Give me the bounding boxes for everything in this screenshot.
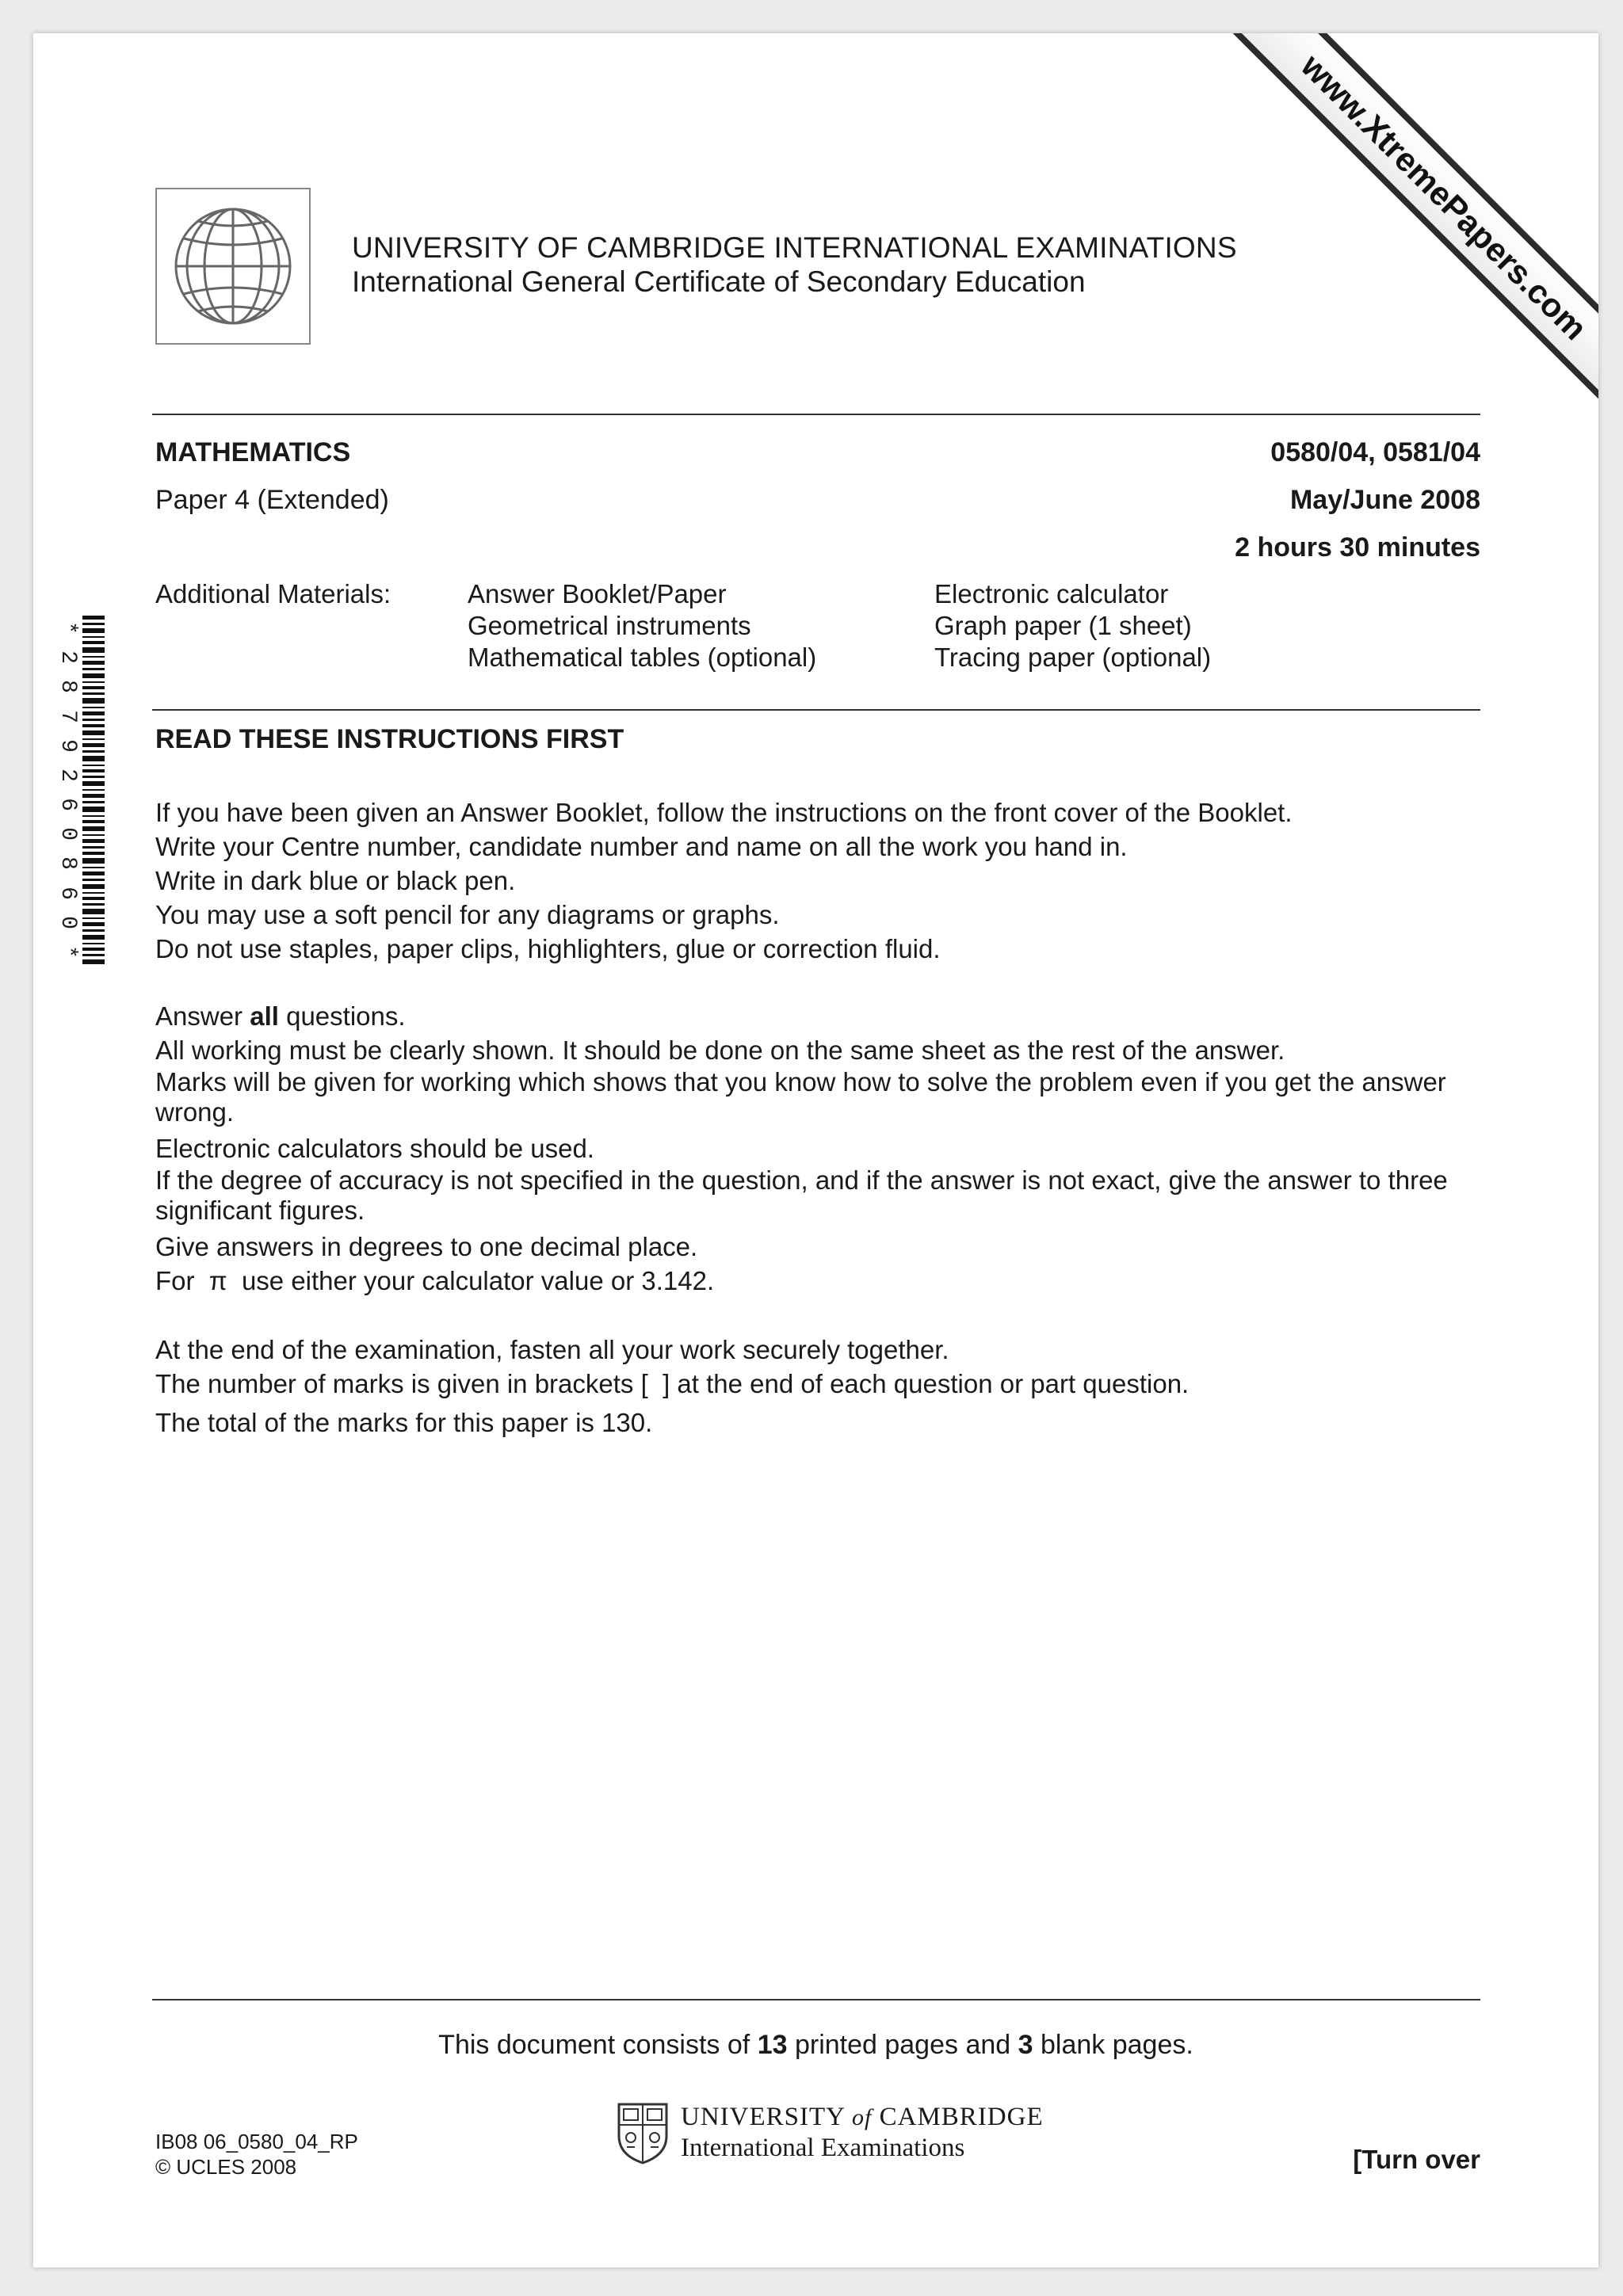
globe-icon [157, 189, 309, 343]
instruction-line: Write your Centre number, candidate number and name on all the work you hand in. [155, 832, 1128, 861]
qualification-name: International General Certificate of Secondary Education [352, 265, 1086, 298]
barcode [49, 616, 105, 964]
exam-duration: 2 hours 30 minutes [1235, 532, 1480, 563]
cambridge-shield-icon [616, 2101, 670, 2164]
document-reference [155, 2129, 358, 2180]
subject: MATHEMATICS [155, 437, 351, 467]
instructions-heading: READ THESE INSTRUCTIONS FIRST [155, 724, 624, 754]
material-item: Graph paper (1 sheet) [934, 611, 1192, 640]
material-item: Geometrical instruments [468, 611, 751, 640]
divider [152, 709, 1480, 711]
logo-line-2: International Examinations [681, 2134, 965, 2162]
instruction-line: At the end of the examination, fasten all your work securely together. [155, 1335, 949, 1364]
divider [152, 414, 1480, 415]
material-item: Answer Booklet/Paper [468, 579, 727, 608]
materials-column-1 [468, 578, 816, 673]
instruction-line: If you have been given an Answer Booklet, follow the instructions on the front cover of the Booklet. [155, 798, 1293, 827]
watermark-text: www.XtremePapers.com [1293, 47, 1594, 348]
instruction-line: Give answers in degrees to one decimal place. [155, 1232, 698, 1261]
instructions-block-3 [155, 1333, 1487, 1440]
divider [152, 1999, 1480, 2000]
instruction-line: Do not use staples, paper clips, highlighters, glue or correction fluid. [155, 934, 941, 963]
instruction-line: Marks will be given for working which shows that you know how to solve the problem even if you get the answer wrong. [155, 1067, 1446, 1127]
instruction-line: The total of the marks for this paper is 130. [155, 1408, 653, 1437]
globe-logo [155, 188, 311, 345]
exam-session: May/June 2008 [1289, 485, 1480, 515]
reference-code: IB08 06_0580_04_RP [155, 2130, 358, 2153]
board-name: UNIVERSITY OF CAMBRIDGE INTERNATIONAL EXAMINATIONS [352, 231, 1237, 264]
page-count-note: This document consists of 13 printed pages and 3 blank pages. [438, 2030, 1193, 2060]
watermark-ribbon [1190, 33, 1598, 451]
instruction-line: If the degree of accuracy is not specified in the question, and if the answer is not exact, give the answer to three significant figures. [155, 1165, 1448, 1225]
instruction-line: The number of marks is given in brackets [ ] at the end of each question or part question. [155, 1369, 1190, 1398]
material-item: Mathematical tables (optional) [468, 643, 817, 672]
cambridge-logo [616, 2101, 1044, 2164]
copyright: © UCLES 2008 [155, 2155, 297, 2179]
logo-line-1: UNIVERSITY of CAMBRIDGE [681, 2103, 1044, 2131]
barcode-digits: * 2 8 7 9 2 6 0 8 6 0 * [55, 621, 80, 959]
instruction-line: Electronic calculators should be used. [155, 1134, 594, 1163]
instruction-line: You may use a soft pencil for any diagrams or graphs. [155, 900, 780, 929]
material-item: Tracing paper (optional) [934, 643, 1212, 672]
instruction-line: Answer all questions. [155, 1001, 406, 1031]
exam-cover-page [33, 33, 1598, 2267]
materials-label: Additional Materials: [155, 579, 391, 608]
instruction-line: For π use either your calculator value or 3.142. [155, 1266, 715, 1295]
instruction-line: Write in dark blue or black pen. [155, 866, 516, 895]
barcode-bars [82, 616, 105, 964]
materials-column-2 [934, 578, 1211, 673]
instructions-block-2 [155, 999, 1487, 1298]
instructions-block-1 [155, 795, 1487, 966]
material-item: Electronic calculator [934, 579, 1169, 608]
turn-over-label: [Turn over [1353, 2145, 1480, 2174]
instruction-line: All working must be clearly shown. It should be done on the same sheet as the rest of the answer. [155, 1035, 1285, 1065]
paper-title: Paper 4 (Extended) [155, 485, 389, 515]
paper-code: 0580/04, 0581/04 [1270, 437, 1480, 467]
